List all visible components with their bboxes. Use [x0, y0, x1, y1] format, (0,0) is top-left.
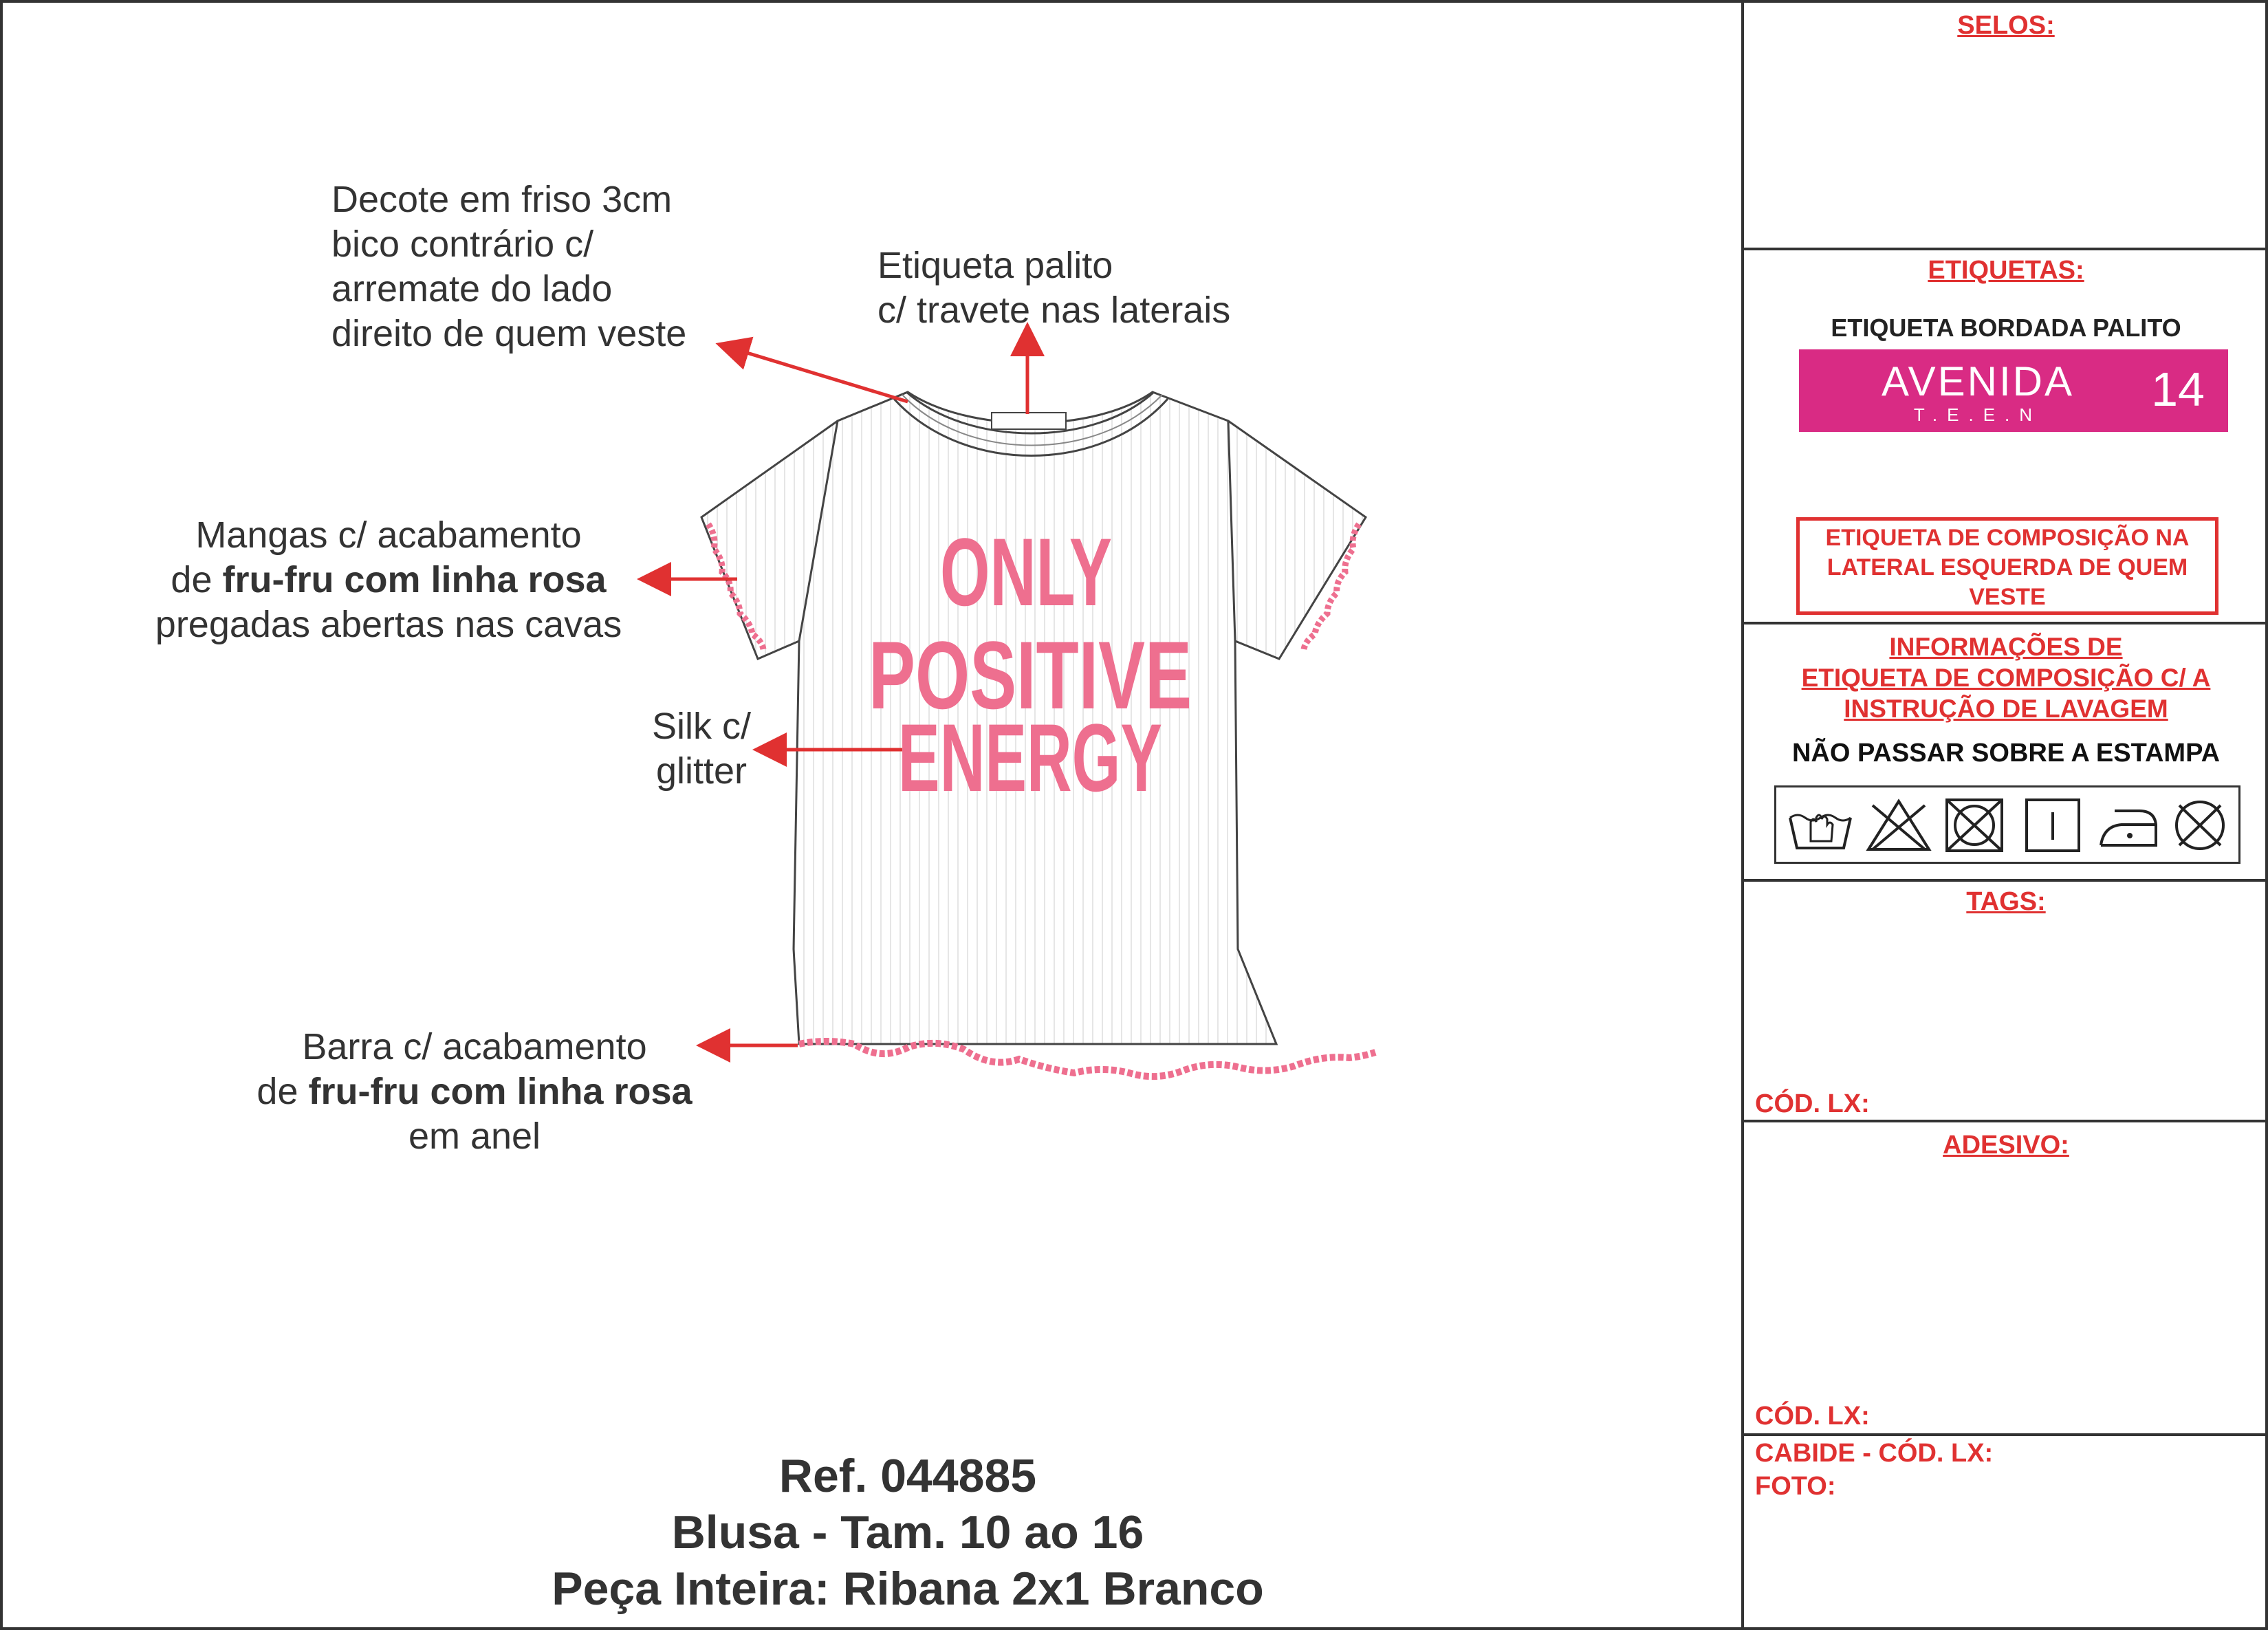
product-ref: Ref. 044885 — [778, 1450, 1037, 1502]
etiqueta-bordada-label: ETIQUETA BORDADA PALITO — [1831, 314, 2181, 342]
hem-ruffle — [799, 1041, 1375, 1076]
iron-icon — [2094, 797, 2163, 854]
tags-section — [1744, 882, 2268, 1122]
brand-subtitle: T.E.E.N — [1913, 404, 2042, 425]
cabide-section — [1744, 1436, 2268, 1630]
selos-section — [1744, 0, 2268, 250]
care-symbols — [1774, 785, 2240, 864]
label-tag-note: Etiqueta palito c/ travete nas laterais — [877, 245, 1231, 331]
do-not-dry-clean-icon — [2166, 797, 2234, 854]
do-not-tumble-dry-icon — [1940, 797, 2009, 854]
print-line-2: POSITIVE — [869, 621, 1192, 729]
neckline-arrow — [722, 345, 908, 402]
sleeve-note: Mangas c/ acabamento de fru-fru com linha rosa pregadas abertas nas cavas — [155, 514, 622, 645]
composicao-box: ETIQUETA DE COMPOSIÇÃO NA LATERAL ESQUERDA DE QUEM VESTE — [1796, 517, 2218, 615]
adesivo-section — [1744, 1122, 2268, 1436]
tags-heading: TAGS: — [1966, 887, 2046, 916]
nao-passar-note: NÃO PASSAR SOBRE A ESTAMPA — [1791, 739, 2221, 768]
spec-side-panel — [1741, 0, 2268, 1630]
adesivo-cod-lx: CÓD. LX: — [1755, 1402, 1870, 1431]
foto-label: FOTO: — [1755, 1472, 1836, 1501]
brand-label — [1799, 349, 2228, 432]
selos-heading: SELOS: — [1957, 11, 2055, 40]
hem-note: Barra c/ acabamento de fru-fru com linha rosa em anel — [257, 1026, 693, 1157]
cabide-cod-lx: CABIDE - CÓD. LX: — [1755, 1439, 1994, 1468]
print-line-3: ENERGY — [898, 704, 1162, 812]
etiquetas-heading: ETIQUETAS: — [1928, 256, 2084, 285]
informacoes-heading: INFORMAÇÕES DE ETIQUETA DE COMPOSIÇÃO C/ A INSTRUÇÃO DE LAVAGEM — [1801, 633, 2211, 723]
neckline-note: Decote em friso 3cm bico contrário c/ arremate do lado direito de quem veste — [331, 179, 687, 354]
label-tag — [992, 413, 1066, 429]
brand-size: 14 — [2151, 362, 2205, 416]
hand-wash-icon — [1786, 797, 1855, 854]
product-material: Peça Inteira: Ribana 2x1 Branco — [552, 1563, 1264, 1615]
tags-cod-lx: CÓD. LX: — [1755, 1089, 1870, 1118]
do-not-bleach-icon — [1864, 797, 1933, 854]
brand-name: AVENIDA — [1882, 358, 2074, 404]
product-title-block — [385, 1448, 1430, 1617]
print-line-1: ONLY — [940, 518, 1112, 626]
product-description: Blusa - Tam. 10 ao 16 — [671, 1506, 1144, 1558]
silk-note: Silk c/ glitter — [651, 706, 752, 792]
adesivo-heading: ADESIVO: — [1943, 1131, 2069, 1160]
line-dry-icon — [2018, 797, 2087, 854]
